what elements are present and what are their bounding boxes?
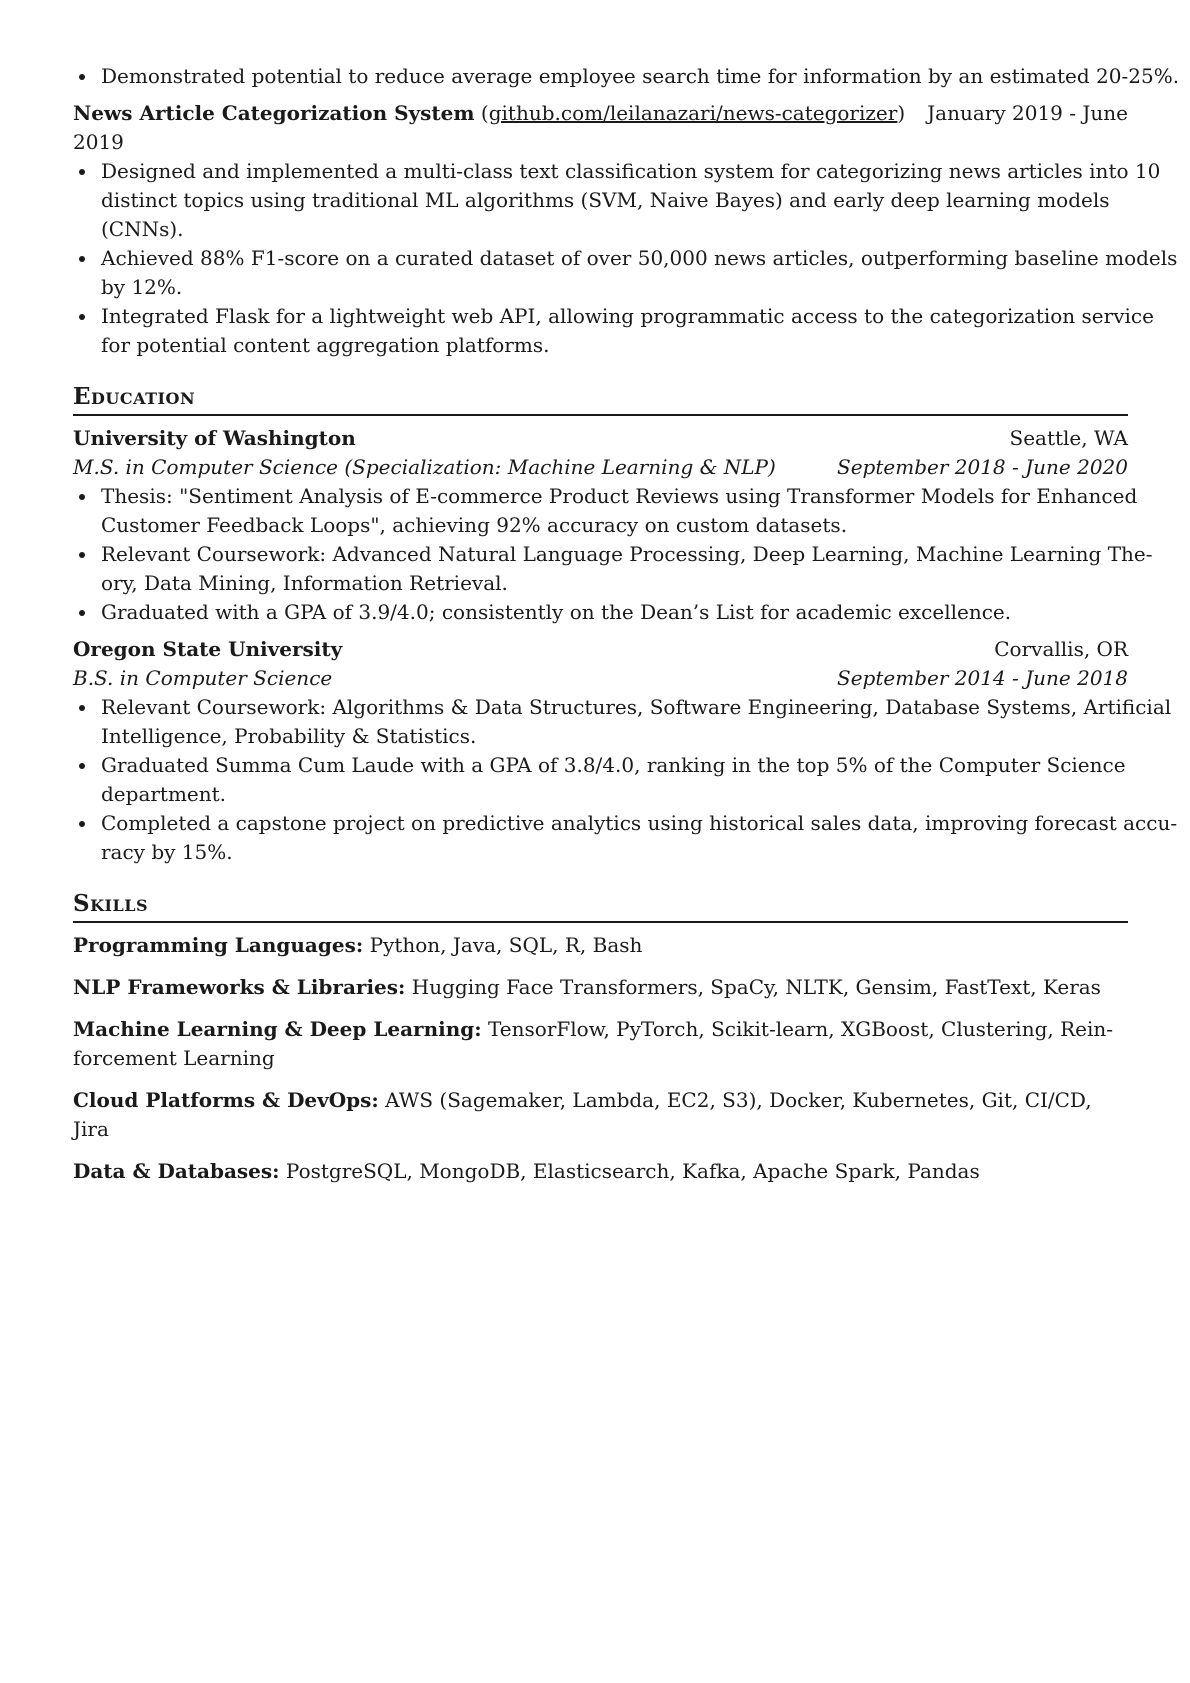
bullet-text: Intelligence, Probability & Statistics. xyxy=(101,724,477,748)
bullet-text: by 12%. xyxy=(101,275,183,299)
bullet-text: Relevant Coursework: Advanced Natural Language Processing, Deep Learning, Machine Learning The- xyxy=(101,542,1153,566)
education-bullet xyxy=(73,482,1138,540)
section-heading: Education xyxy=(73,383,196,410)
skill-values: TensorFlow, PyTorch, Scikit-learn, XGBoost, Clustering, Rein- xyxy=(481,1017,1114,1041)
bullet-text: Achieved 88% F1-score on a curated dataset of over 50,000 news articles, outperforming baseline models xyxy=(101,246,1178,270)
skill-label: Programming Languages: xyxy=(73,933,364,957)
bullet-text: Customer Feedback Loops", achieving 92% accuracy on custom datasets. xyxy=(101,513,848,537)
bullet-text: racy by 15%. xyxy=(101,840,233,864)
bullet-text: Graduated with a GPA of 3.9/4.0; consistently on the Dean’s List for academic excellence. xyxy=(101,600,1012,624)
degree-dates: September 2018 - June 2020 xyxy=(837,455,1128,479)
school-location: Corvallis, OR xyxy=(994,637,1128,661)
school-osu xyxy=(73,635,1178,867)
skill-values-cont: forcement Learning xyxy=(73,1046,275,1070)
skill-ml-dl xyxy=(73,1015,1128,1073)
skill-data-databases xyxy=(73,1157,1128,1186)
school-location: Seattle, WA xyxy=(1009,426,1128,450)
bullet-text: (CNNs). xyxy=(101,217,184,241)
bullet-text: Integrated Flask for a lightweight web API, allowing programmatic access to the categorization service xyxy=(101,304,1154,328)
bullet-text: distinct topics using traditional ML algorithms (SVM, Naive Bayes) and early deep learning models xyxy=(101,188,1110,212)
skill-label: Data & Databases: xyxy=(73,1159,280,1183)
project-bullet xyxy=(73,62,1180,91)
education-bullet xyxy=(73,809,1178,867)
degree: M.S. in Computer Science (Specialization: Machine Learning & NLP) xyxy=(73,455,776,479)
school-uw xyxy=(73,424,1153,627)
school-name: Oregon State University xyxy=(73,637,343,661)
project-date-cont: 2019 xyxy=(73,130,124,154)
bullet-text: Graduated Summa Cum Laude with a GPA of 3.8/4.0, ranking in the top 5% of the Computer Science xyxy=(101,753,1126,777)
section-heading: Skills xyxy=(73,890,149,917)
skill-values: Hugging Face Transformers, SpaCy, NLTK, Gensim, FastText, Keras xyxy=(405,975,1101,999)
education-bullet xyxy=(73,693,1172,751)
project-title: News Article Categorization System xyxy=(73,101,475,125)
project-link[interactable]: github.com/leilanazari/news-categorizer xyxy=(488,101,898,125)
skill-values-cont: Jira xyxy=(73,1117,109,1141)
project-bullet xyxy=(73,302,1154,360)
project-news-categorizer xyxy=(73,99,1178,360)
skill-values: Python, Java, SQL, R, Bash xyxy=(363,933,643,957)
skill-values: AWS (Sagemaker, Lambda, EC2, S3), Docker, Kubernetes, Git, CI/CD, xyxy=(378,1088,1092,1112)
bullet-text: for potential content aggregation platforms. xyxy=(101,333,550,357)
project-header: News Article Categorization System (github.com/leilanazari/news-categorizer) January 2019 - June xyxy=(73,99,1128,128)
skill-cloud-devops xyxy=(73,1086,1128,1144)
education-bullet xyxy=(73,751,1128,809)
project-bullet xyxy=(73,244,1178,302)
skill-label: Cloud Platforms & DevOps: xyxy=(73,1088,379,1112)
skill-nlp-frameworks xyxy=(73,973,1128,1002)
skill-values: PostgreSQL, MongoDB, Elasticsearch, Kafka, Apache Spark, Pandas xyxy=(279,1159,980,1183)
education-bullet xyxy=(73,540,1153,598)
degree: B.S. in Computer Science xyxy=(73,666,333,690)
bullet-text: Thesis: "Sentiment Analysis of E-commerce Product Reviews using Transformer Models for Enhanced xyxy=(101,484,1138,508)
bullet-text: Completed a capstone project on predictive analytics using historical sales data, improving forecast accu- xyxy=(101,811,1178,835)
resume-page xyxy=(73,62,1180,1199)
bullet-text: Designed and implemented a multi-class text classification system for categorizing news articles into 10 xyxy=(101,159,1161,183)
project-bullet xyxy=(73,157,1161,244)
degree-dates: September 2014 - June 2018 xyxy=(837,666,1128,690)
project-date: January 2019 - June xyxy=(927,101,1128,125)
bullet-text: Relevant Coursework: Algorithms & Data Structures, Software Engineering, Database Systems, Artificial xyxy=(101,695,1172,719)
skill-label: Machine Learning & Deep Learning: xyxy=(73,1017,482,1041)
skill-label: NLP Frameworks & Libraries: xyxy=(73,975,406,999)
skills-section xyxy=(73,887,1128,1186)
education-section xyxy=(73,380,1178,867)
bullet-text: department. xyxy=(101,782,227,806)
education-bullet xyxy=(73,598,1128,627)
school-name: University of Washington xyxy=(73,426,356,450)
section-divider xyxy=(73,921,1128,923)
bullet-text: ory, Data Mining, Information Retrieval. xyxy=(101,571,508,595)
section-divider xyxy=(73,414,1128,416)
skill-programming-languages xyxy=(73,931,1128,960)
bullet-text: Demonstrated potential to reduce average employee search time for information by an estimated 20-25%. xyxy=(101,64,1180,88)
